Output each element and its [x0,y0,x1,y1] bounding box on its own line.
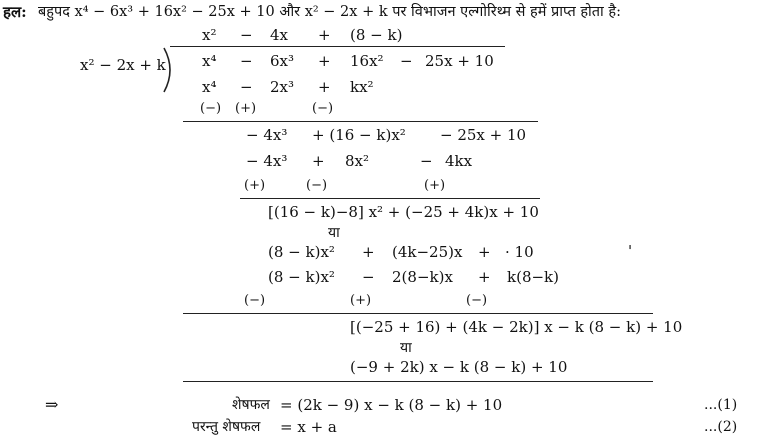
equation-ref: ...(2) [704,419,738,435]
subtraction-line [240,198,540,199]
product-term: 2(8−k)x [392,268,453,286]
rewritten-term: + [362,243,375,261]
quotient-term: + [318,26,331,44]
dividend-term: 25x + 10 [425,52,494,70]
remainder-label: परन्तु शेषफल [192,419,261,435]
subtraction-line [183,313,653,314]
product-term: − 4x³ [246,152,288,170]
product-term: 2x³ [270,78,295,96]
sign-change: (+) [350,293,372,308]
remainder-term: − 25x + 10 [440,126,527,144]
rewritten-term: · 10 [505,243,534,261]
product-term: 4kx [445,152,473,170]
remainder-expr: = (2k − 9) x − k (8 − k) + 10 [280,396,503,414]
product-term: + [318,78,331,96]
sign-change: (+) [244,178,266,193]
remainder-expr: = x + a [280,418,337,436]
product-term: (8 − k)x² [268,268,335,286]
rewritten-term: (4k−25)x [392,243,463,261]
product-term: + [478,268,491,286]
dividend-term: 6x³ [270,52,295,70]
remainder-expression: [(−25 + 16) + (4k − 2k)] x − k (8 − k) + 10 [350,318,683,336]
subtraction-line [183,121,538,122]
or-word: या [400,340,412,356]
rewritten-term: (8 − k)x² [268,243,335,261]
implies-arrow: ⇒ [45,395,59,414]
product-term: − [420,152,433,170]
intro-text: बहुपद x⁴ − 6x³ + 16x² − 25x + 10 और x² − 2x + k पर विभाजन एल्गोरिथ्म से हमें प्राप्त होता है: [38,4,622,20]
sign-change: (−) [200,101,222,116]
simplified-remainder: (−9 + 2k) x − k (8 − k) + 10 [350,358,568,376]
sign-change: (−) [466,293,488,308]
remainder-label: शेषफल [232,397,270,413]
divisor: x² − 2x + k [80,56,166,74]
dividend-term: x⁴ [202,52,217,70]
quotient-term: 4x [270,26,289,44]
sign-change: (−) [244,293,266,308]
sign-change: (−) [312,101,334,116]
quotient-bar [170,46,505,47]
remainder-expression: [(16 − k)−8] x² + (−25 + 4k)x + 10 [268,203,539,221]
product-term: + [312,152,325,170]
or-word: या [328,225,340,241]
final-line [183,381,653,382]
stray-mark: ' [628,242,633,260]
solution-label: हल: [3,3,27,21]
product-term: − [362,268,375,286]
remainder-term: − 4x³ [246,126,288,144]
product-term: k(8−k) [507,268,559,286]
quotient-term: x² [202,26,217,44]
product-term: − [240,78,253,96]
dividend-term: − [400,52,413,70]
dividend-term: − [240,52,253,70]
dividend-term: 16x² [350,52,384,70]
remainder-term: + (16 − k)x² [312,126,406,144]
equation-ref: ...(1) [704,397,738,413]
division-bracket [160,46,180,96]
sign-change: (+) [235,101,257,116]
quotient-term: − [240,26,253,44]
quotient-term: (8 − k) [350,26,403,44]
rewritten-term: + [478,243,491,261]
sign-change: (+) [424,178,446,193]
product-term: 8x² [345,152,370,170]
sign-change: (−) [306,178,328,193]
dividend-term: + [318,52,331,70]
product-term: x⁴ [202,78,217,96]
product-term: kx² [350,78,374,96]
